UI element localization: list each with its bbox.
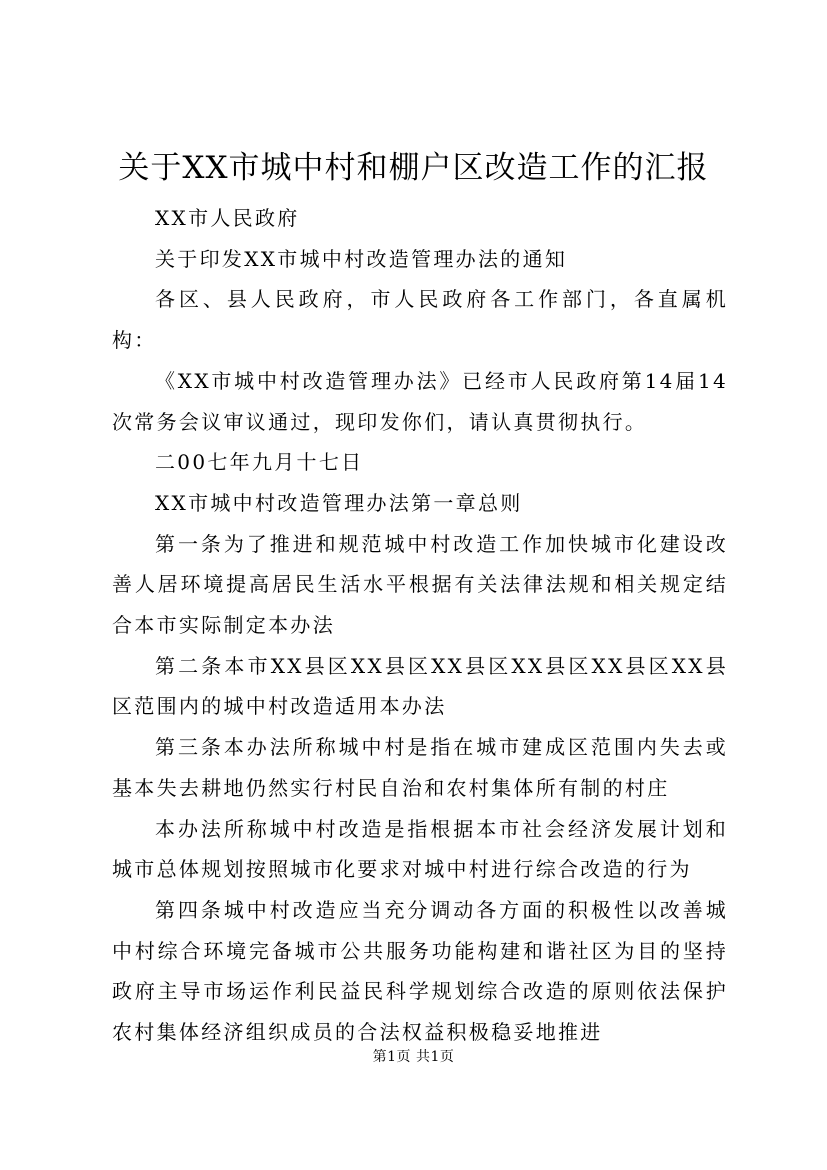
paragraph-notice-body: 《XX市城中村改造管理办法》已经市人民政府第14届14次常务会议审议通过，现印发你们，请认真贯彻执行。 [112,368,728,434]
paragraph-addressees: 各区、县人民政府，市人民政府各工作部门，各直属机构： [112,287,728,353]
paragraph-article-3: 第三条本办法所称城中村是指在城市建成区范围内失去或基本失去耕地仍然实行村民自治和农村集体所有制的村庄 [112,735,728,800]
document-title: 关于XX市城中村和棚户区改造工作的汇报 [118,150,709,186]
paragraph-article-1: 第一条为了推进和规范城中村改造工作加快城市化建设改善人居环境提高居民生活水平根据有关法律法规和相关规定结合本市实际制定本办法 [112,531,728,638]
document-body [112,198,728,1053]
paragraph-notice-title: 关于印发XX市城中村改造管理办法的通知 [155,246,568,271]
paragraph-issuer: XX市人民政府 [155,206,300,230]
paragraph-date: 二00七年九月十七日 [155,450,364,475]
paragraph-article-2: 第二条本市XX县区XX县区XX县区XX县区XX县区XX县区范围内的城中村改造适用本办法 [112,653,728,719]
paragraph-article-3-definition: 本办法所称城中村改造是指根据本市社会经济发展计划和城市总体规划按照城市化要求对城中村进行综合改造的行为 [112,816,728,882]
paragraph-chapter-heading: XX市城中村改造管理办法第一章总则 [155,490,523,515]
paragraph-article-4: 第四条城中村改造应当充分调动各方面的积极性以改善城中村综合环境完备城市公共服务功能构建和谐社区为目的坚持政府主导市场运作利民益民科学规划综合改造的原则依法保护农村集体经济组织成员的合法权益积极稳妥地推进 [112,897,728,1045]
page-footer: 第1页 共1页 [372,1049,455,1065]
